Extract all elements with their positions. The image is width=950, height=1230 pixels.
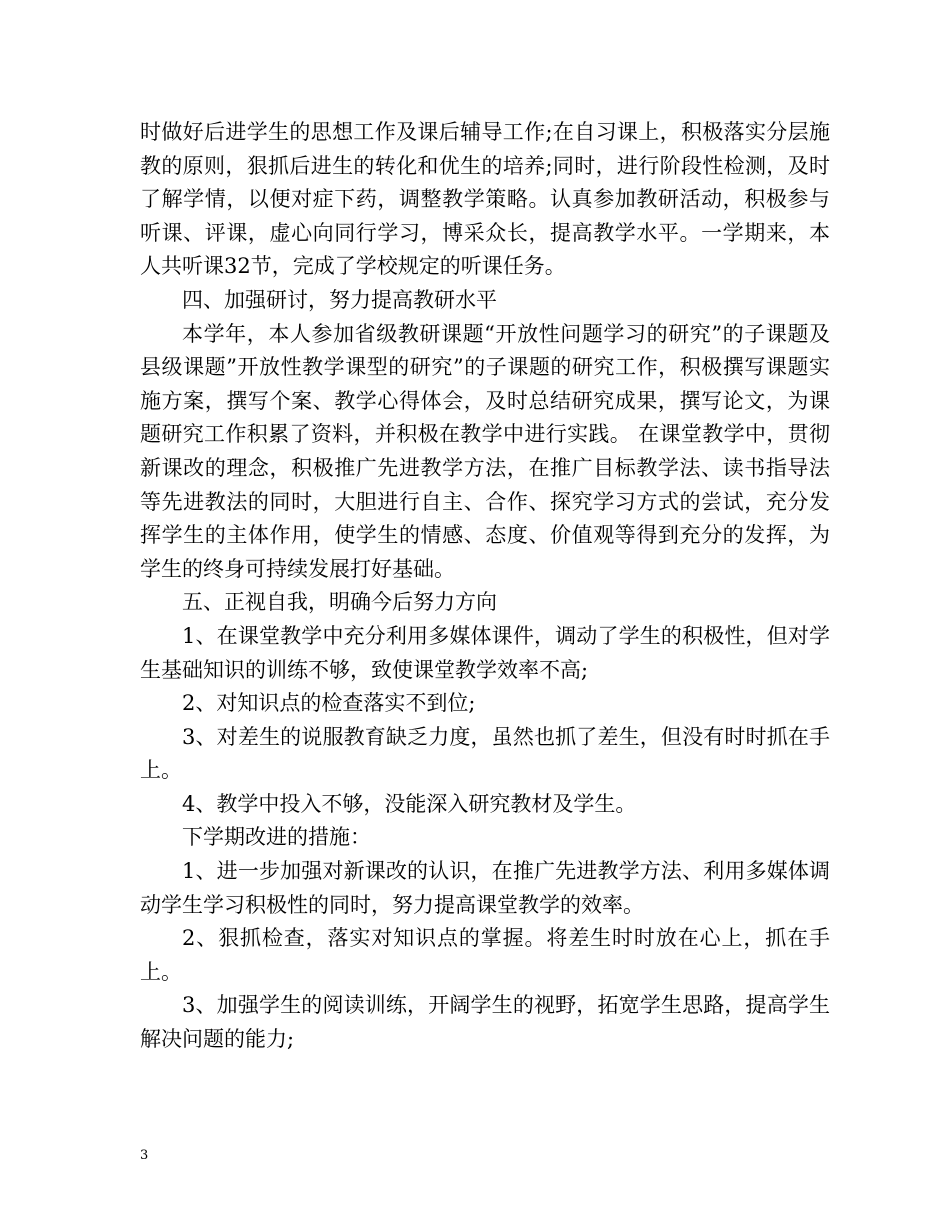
body-paragraph: 时做好后进学生的思想工作及课后辅导工作;在自习课上，积极落实分层施教的原则，狠抓后进生的转化和优生的培养;同时，进行阶段性检测，及时了解学情，以便对症下药，调整教学策略。认真参加教研活动，积极参与听课、评课，虚心向同行学习，博采众长，提高教学水平。一学期来，本人共听课32节，完成了学校规定的听课任务。 — [140, 120, 830, 279]
section-heading: 五、正视自我，明确今后努力方向 — [182, 590, 497, 615]
subheading: 下学期改进的措施： — [182, 825, 371, 850]
body-paragraph: 本学年，本人参加省级教研课题“开放性问题学习的研究”的子课题及县级课题”开放性教学课型的研究”的子课题的研究工作，积极撰写课题实施方案，撰写个案、教学心得体会，及时总结研究成果，撰写论文，为课题研究工作积累了资料，并积极在教学中进行实践。 在课堂教学中，贯彻新课改的理念，积极推广先进教学方法，在推广目标教学法、读书指导法等先进教法的同时，大胆进行自主、合作、探究学习方式的尝试，充分发挥学生的主体作用，使学生的情感、态度、价值观等得到充分的发挥，为学生的终身可持续发展打好基础。 — [140, 321, 830, 581]
list-item: 3、对差生的说服教育缺乏力度，虽然也抓了差生，但没有时时抓在手上。 — [140, 724, 830, 783]
page-number: 3 — [140, 1148, 149, 1163]
list-item: 2、狠抓检查，落实对知识点的掌握。将差生时时放在心上，抓在手上。 — [140, 926, 830, 984]
document-body — [140, 116, 830, 1057]
list-item: 1、进一步加强对新课改的认识，在推广先进教学方法、利用多媒体调动学生学习积极性的同时，努力提高课堂教学的效率。 — [140, 859, 830, 917]
list-item: 3、加强学生的阅读训练，开阔学生的视野，拓宽学生思路，提高学生解决问题的能力; — [140, 993, 830, 1052]
section-heading: 四、加强研讨，努力提高教研水平 — [182, 287, 497, 312]
list-item: 1、在课堂教学中充分利用多媒体课件，调动了学生的积极性，但对学生基础知识的训练不够，致使课堂教学效率不高; — [140, 623, 830, 682]
list-item: 4、教学中投入不够，没能深入研究教材及学生。 — [182, 791, 637, 816]
list-item: 2、对知识点的检查落实不到位; — [182, 691, 476, 716]
